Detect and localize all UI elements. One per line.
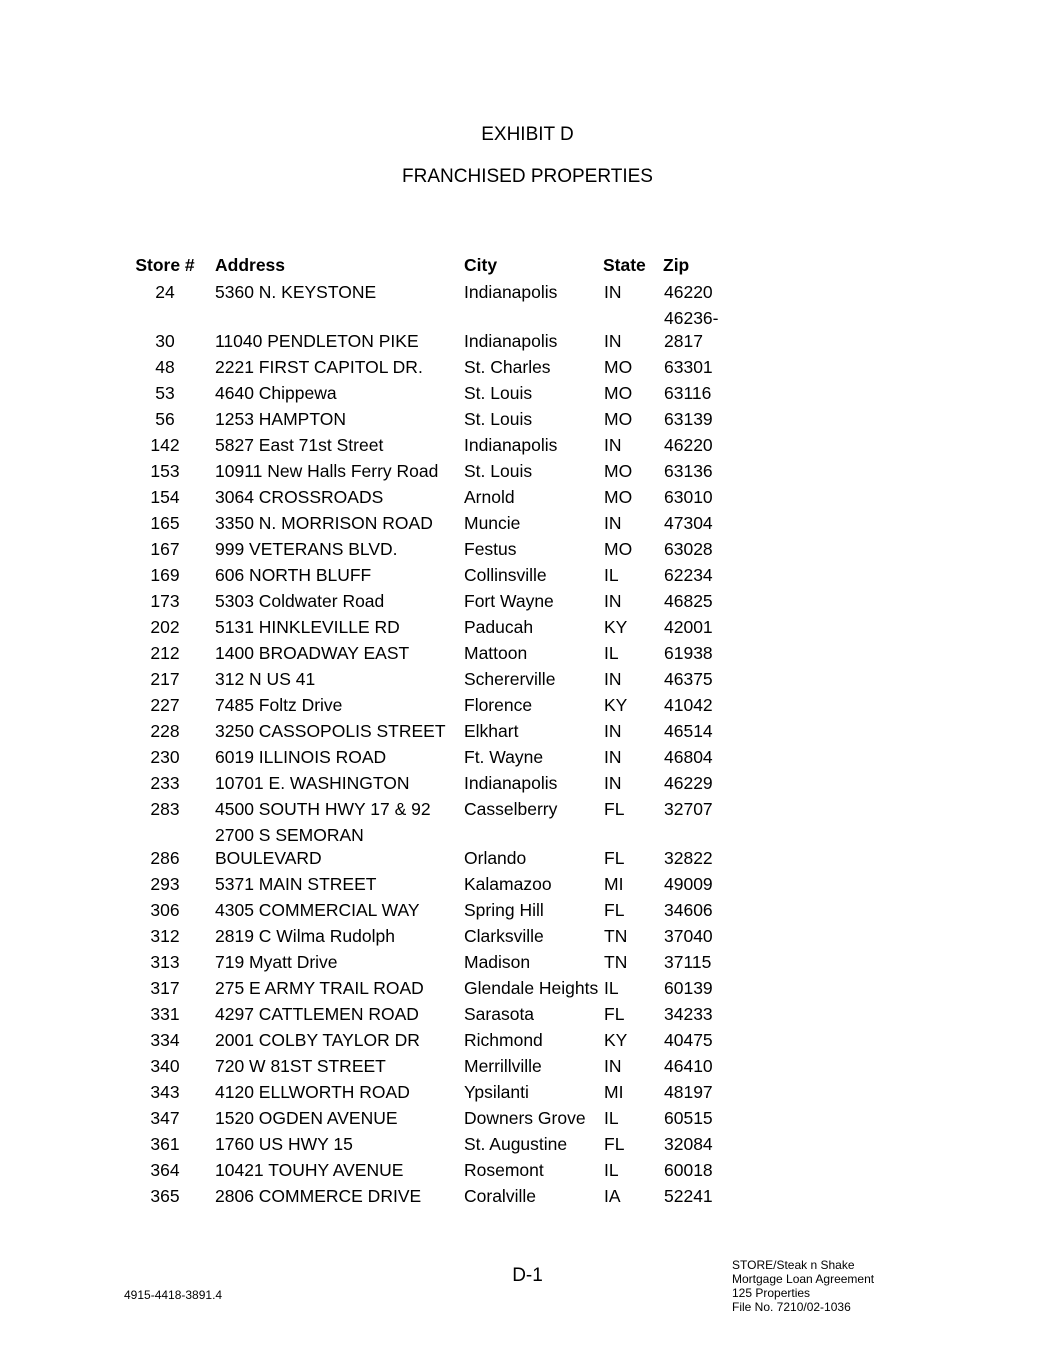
- document-id: 4915-4418-3891.4: [124, 1288, 223, 1302]
- store-number: 202: [150, 617, 180, 637]
- city-cell: Sarasota: [464, 1004, 535, 1024]
- city-cell: Collinsville: [464, 565, 547, 585]
- city-cell: Indianapolis: [464, 435, 558, 455]
- address-cell: 7485 Foltz Drive: [215, 695, 343, 715]
- state-cell: IN: [604, 669, 622, 689]
- state-cell: KY: [604, 617, 628, 637]
- table-row: [120, 616, 724, 642]
- header-city: City: [464, 255, 498, 275]
- store-number: 312: [150, 926, 180, 946]
- store-number: 364: [150, 1160, 180, 1180]
- store-number: 365: [150, 1186, 180, 1206]
- table-row: [120, 642, 724, 668]
- zip-cell: 61938: [664, 643, 713, 663]
- state-cell: IN: [604, 721, 622, 741]
- table-row: [120, 1029, 724, 1055]
- address-cell: 2819 C Wilma Rudolph: [215, 926, 395, 946]
- properties-table: [120, 254, 724, 1211]
- address-cell: 1520 OGDEN AVENUE: [215, 1108, 398, 1128]
- address-cell: 720 W 81ST STREET: [215, 1056, 386, 1076]
- state-cell: MI: [604, 874, 624, 894]
- table-row: [120, 1107, 724, 1133]
- store-number: 153: [150, 461, 180, 481]
- store-number: 165: [150, 513, 180, 533]
- city-cell: Clarksville: [464, 926, 544, 946]
- zip-cell: 40475: [664, 1030, 713, 1050]
- store-number: 167: [150, 539, 180, 559]
- address-cell: 10701 E. WASHINGTON: [215, 773, 410, 793]
- zip-cell: 46220: [664, 282, 713, 302]
- state-cell: IN: [604, 331, 622, 351]
- zip-cell: 47304: [664, 513, 713, 533]
- store-number: 30: [155, 331, 175, 351]
- table-row: [120, 899, 724, 925]
- city-cell: Mattoon: [464, 643, 528, 663]
- city-cell: Fort Wayne: [464, 591, 554, 611]
- address-cell: 3350 N. MORRISON ROAD: [215, 513, 433, 533]
- city-cell: Muncie: [464, 513, 521, 533]
- state-cell: IL: [604, 1108, 619, 1128]
- address-cell: 606 NORTH BLUFF: [215, 565, 372, 585]
- table-row: [120, 1133, 724, 1159]
- state-cell: MO: [604, 487, 633, 507]
- store-number: 334: [150, 1030, 180, 1050]
- city-cell: Elkhart: [464, 721, 519, 741]
- zip-cell: 52241: [664, 1186, 713, 1206]
- state-cell: KY: [604, 1030, 628, 1050]
- store-number: 233: [150, 773, 180, 793]
- state-cell: MO: [604, 461, 633, 481]
- state-cell: IN: [604, 1056, 622, 1076]
- zip-cell: 63028: [664, 539, 713, 559]
- store-number: 286: [150, 848, 180, 868]
- state-cell: FL: [604, 848, 625, 868]
- city-cell: Indianapolis: [464, 331, 558, 351]
- state-cell: IN: [604, 513, 622, 533]
- table-body: [120, 281, 724, 1211]
- city-cell: Indianapolis: [464, 282, 558, 302]
- address-cell: 3064 CROSSROADS: [215, 487, 384, 507]
- city-cell: Ypsilanti: [464, 1082, 529, 1102]
- zip-cell: 46236-2817: [664, 308, 719, 351]
- table-row: [120, 382, 724, 408]
- table-row: [120, 460, 724, 486]
- state-cell: MI: [604, 1082, 624, 1102]
- store-number: 331: [150, 1004, 180, 1024]
- address-cell: 3250 CASSOPOLIS STREET: [215, 721, 446, 741]
- state-cell: FL: [604, 799, 625, 819]
- store-number: 317: [150, 978, 180, 998]
- table-row: [120, 1159, 724, 1185]
- zip-cell: 60515: [664, 1108, 713, 1128]
- table-row: [120, 925, 724, 951]
- state-cell: IN: [604, 435, 622, 455]
- state-cell: MO: [604, 409, 633, 429]
- table-row: [120, 1185, 724, 1211]
- zip-cell: 32084: [664, 1134, 713, 1154]
- table-row: [120, 951, 724, 977]
- address-cell: 10421 TOUHY AVENUE: [215, 1160, 404, 1180]
- zip-cell: 63301: [664, 357, 713, 377]
- state-cell: IL: [604, 1160, 619, 1180]
- city-cell: Madison: [464, 952, 531, 972]
- table-row: [120, 408, 724, 434]
- table-row: [120, 590, 724, 616]
- address-cell: 5827 East 71st Street: [215, 435, 384, 455]
- store-number: 283: [150, 799, 180, 819]
- state-cell: FL: [604, 1134, 625, 1154]
- state-cell: MO: [604, 357, 633, 377]
- zip-cell: 46514: [664, 721, 713, 741]
- zip-cell: 46229: [664, 773, 713, 793]
- store-number: 227: [150, 695, 180, 715]
- address-cell: 2001 COLBY TAYLOR DR: [215, 1030, 420, 1050]
- zip-cell: 37040: [664, 926, 713, 946]
- city-cell: Merrillville: [464, 1056, 542, 1076]
- state-cell: IN: [604, 773, 622, 793]
- address-cell: 275 E ARMY TRAIL ROAD: [215, 978, 424, 998]
- table-row: [120, 434, 724, 460]
- zip-cell: 32707: [664, 799, 713, 819]
- store-number: 173: [150, 591, 180, 611]
- exhibit-title: EXHIBIT D: [481, 124, 574, 145]
- address-cell: 11040 PENDLETON PIKE: [215, 331, 419, 351]
- store-number: 361: [150, 1134, 180, 1154]
- address-cell: 4297 CATTLEMEN ROAD: [215, 1004, 419, 1024]
- store-number: 154: [150, 487, 180, 507]
- address-cell: 5360 N. KEYSTONE: [215, 282, 377, 302]
- state-cell: IL: [604, 643, 619, 663]
- table-row: [120, 798, 724, 824]
- zip-cell: 41042: [664, 695, 713, 715]
- address-cell: 312 N US 41: [215, 669, 316, 689]
- city-cell: Florence: [464, 695, 533, 715]
- city-cell: Casselberry: [464, 799, 558, 819]
- zip-cell: 46825: [664, 591, 713, 611]
- zip-cell: 37115: [664, 952, 712, 972]
- table-row: [120, 668, 724, 694]
- store-number: 347: [150, 1108, 180, 1128]
- city-cell: St. Augustine: [464, 1134, 568, 1154]
- table-row: [120, 873, 724, 899]
- address-cell: 1760 US HWY 15: [215, 1134, 353, 1154]
- header-zip: Zip: [663, 255, 690, 275]
- store-number: 306: [150, 900, 180, 920]
- table-header-row: [120, 254, 724, 281]
- footer-note-line: File No. 7210/02-1036: [732, 1300, 851, 1314]
- store-number: 217: [150, 669, 180, 689]
- state-cell: MO: [604, 539, 633, 559]
- address-cell: 4120 ELLWORTH ROAD: [215, 1082, 410, 1102]
- zip-cell: 63010: [664, 487, 713, 507]
- page-number: D-1: [512, 1265, 543, 1286]
- table-row: [120, 977, 724, 1003]
- address-cell: 4500 SOUTH HWY 17 & 92: [215, 799, 431, 819]
- city-cell: St. Louis: [464, 383, 533, 403]
- address-cell: 6019 ILLINOIS ROAD: [215, 747, 387, 767]
- footer-note: [732, 1258, 874, 1314]
- zip-cell: 46804: [664, 747, 713, 767]
- footer-note-line: STORE/Steak n Shake: [732, 1258, 855, 1272]
- table-row: [120, 356, 724, 382]
- zip-cell: 60139: [664, 978, 713, 998]
- state-cell: IA: [604, 1186, 621, 1206]
- table-row: [120, 486, 724, 512]
- city-cell: St. Louis: [464, 461, 533, 481]
- state-cell: FL: [604, 900, 625, 920]
- city-cell: Rosemont: [464, 1160, 544, 1180]
- city-cell: Festus: [464, 539, 517, 559]
- header-store: Store #: [135, 255, 195, 275]
- store-number: 230: [150, 747, 180, 767]
- city-cell: Glendale Heights: [464, 978, 599, 998]
- city-cell: Richmond: [464, 1030, 543, 1050]
- store-number: 293: [150, 874, 180, 894]
- table-row: [120, 720, 724, 746]
- store-number: 228: [150, 721, 180, 741]
- store-number: 212: [150, 643, 180, 663]
- address-cell: 1400 BROADWAY EAST: [215, 643, 410, 663]
- zip-cell: 63116: [664, 383, 712, 403]
- city-cell: Orlando: [464, 848, 527, 868]
- table-row: [120, 512, 724, 538]
- city-cell: Kalamazoo: [464, 874, 552, 894]
- table-row: [120, 538, 724, 564]
- header-address: Address: [215, 255, 286, 275]
- address-cell: 999 VETERANS BLVD.: [215, 539, 398, 559]
- city-cell: Paducah: [464, 617, 534, 637]
- table-row: [120, 1055, 724, 1081]
- table-row: [120, 281, 724, 307]
- zip-cell: 46220: [664, 435, 713, 455]
- table-row: [120, 694, 724, 720]
- address-cell: 5371 MAIN STREET: [215, 874, 377, 894]
- store-number: 169: [150, 565, 180, 585]
- store-number: 343: [150, 1082, 180, 1102]
- zip-cell: 42001: [664, 617, 713, 637]
- address-cell: 5303 Coldwater Road: [215, 591, 385, 611]
- table-row: [120, 1003, 724, 1029]
- state-cell: IN: [604, 591, 622, 611]
- section-title: FRANCHISED PROPERTIES: [402, 166, 653, 187]
- header-state: State: [603, 255, 646, 275]
- table-row: [120, 307, 724, 356]
- city-cell: Arnold: [464, 487, 515, 507]
- city-cell: Indianapolis: [464, 773, 558, 793]
- address-cell: 4640 Chippewa: [215, 383, 337, 403]
- state-cell: IL: [604, 565, 619, 585]
- table-row: [120, 824, 724, 873]
- zip-cell: 48197: [664, 1082, 713, 1102]
- city-cell: Ft. Wayne: [464, 747, 544, 767]
- address-cell: 5131 HINKLEVILLE RD: [215, 617, 400, 637]
- address-cell: 4305 COMMERCIAL WAY: [215, 900, 420, 920]
- store-number: 53: [155, 383, 175, 403]
- city-cell: St. Charles: [464, 357, 551, 377]
- city-cell: St. Louis: [464, 409, 533, 429]
- state-cell: MO: [604, 383, 633, 403]
- state-cell: FL: [604, 1004, 625, 1024]
- store-number: 313: [150, 952, 180, 972]
- state-cell: TN: [604, 926, 628, 946]
- zip-cell: 63136: [664, 461, 713, 481]
- zip-cell: 60018: [664, 1160, 713, 1180]
- store-number: 48: [155, 357, 175, 377]
- address-cell: 2700 S SEMORAN BOULEVARD: [215, 825, 364, 868]
- store-number: 56: [155, 409, 175, 429]
- footer-note-line: 125 Properties: [732, 1286, 811, 1300]
- footer-note-line: Mortgage Loan Agreement: [732, 1272, 875, 1286]
- address-cell: 2806 COMMERCE DRIVE: [215, 1186, 422, 1206]
- store-number: 340: [150, 1056, 180, 1076]
- address-cell: 719 Myatt Drive: [215, 952, 338, 972]
- table-row: [120, 1081, 724, 1107]
- zip-cell: 46375: [664, 669, 713, 689]
- state-cell: IL: [604, 978, 619, 998]
- address-cell: 1253 HAMPTON: [215, 409, 346, 429]
- table-row: [120, 564, 724, 590]
- zip-cell: 62234: [664, 565, 713, 585]
- state-cell: IN: [604, 747, 622, 767]
- zip-cell: 34233: [664, 1004, 713, 1024]
- table-row: [120, 746, 724, 772]
- state-cell: TN: [604, 952, 628, 972]
- city-cell: Downers Grove: [464, 1108, 586, 1128]
- city-cell: Spring Hill: [464, 900, 544, 920]
- store-number: 24: [155, 282, 175, 302]
- zip-cell: 46410: [664, 1056, 713, 1076]
- zip-cell: 32822: [664, 848, 713, 868]
- city-cell: Schererville: [464, 669, 556, 689]
- zip-cell: 34606: [664, 900, 713, 920]
- address-cell: 10911 New Halls Ferry Road: [215, 461, 439, 481]
- zip-cell: 63139: [664, 409, 713, 429]
- state-cell: KY: [604, 695, 628, 715]
- store-number: 142: [150, 435, 180, 455]
- city-cell: Coralville: [464, 1186, 536, 1206]
- state-cell: IN: [604, 282, 622, 302]
- table-row: [120, 772, 724, 798]
- zip-cell: 49009: [664, 874, 713, 894]
- address-cell: 2221 FIRST CAPITOL DR.: [215, 357, 423, 377]
